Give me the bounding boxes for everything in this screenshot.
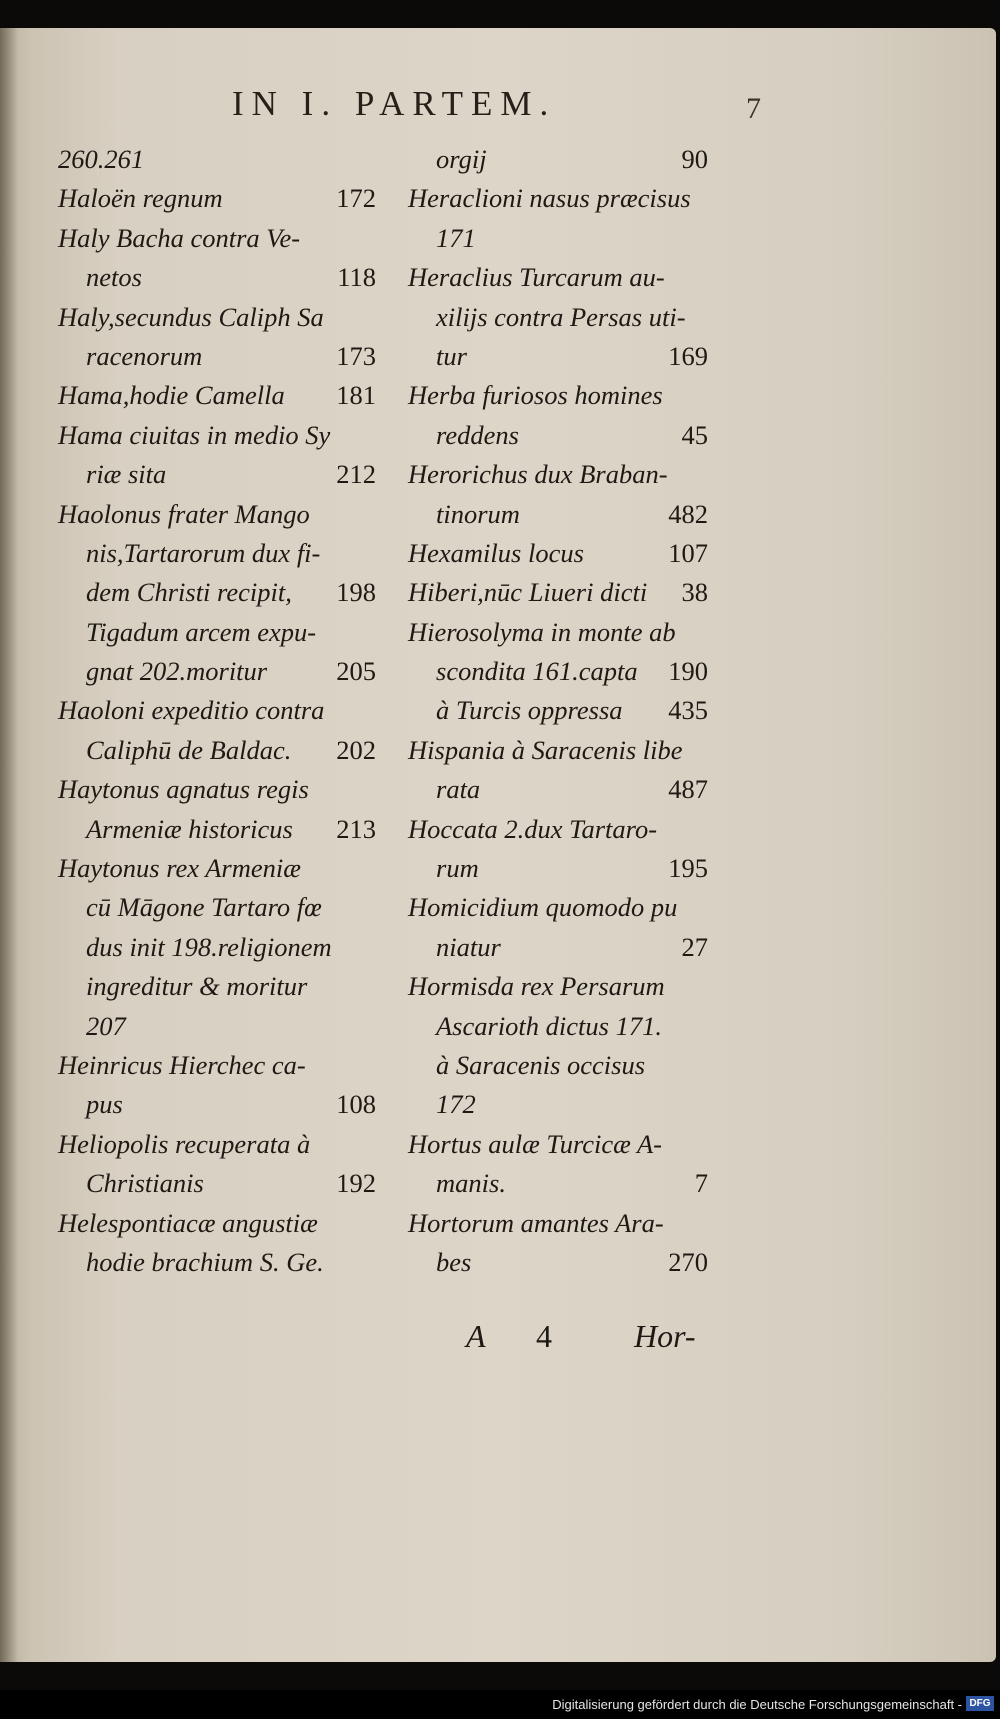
index-entry-text: ingreditur & moritur [86, 971, 308, 1002]
index-entry-line [408, 1007, 708, 1046]
index-entry-line [408, 1125, 708, 1164]
index-entry-text: Hexamilus locus [408, 537, 584, 568]
index-entry-text: niatur [436, 931, 501, 962]
index-entry-line [58, 140, 376, 179]
page-reference: 7 [694, 1168, 708, 1199]
page-reference: 270 [668, 1246, 708, 1277]
index-entry-text: Haytonus agnatus regis [58, 774, 309, 805]
index-entry-line [408, 219, 708, 258]
page-reference: 482 [668, 498, 708, 529]
index-column-left [58, 140, 376, 1282]
index-entry-line [408, 376, 708, 415]
index-entry-text: rum [436, 853, 479, 884]
index-entry-line [408, 573, 708, 612]
index-entry-line [58, 652, 376, 691]
page-reference: 45 [681, 419, 708, 450]
index-entry-text: Haytonus rex Armeniæ [58, 853, 301, 884]
page-reference: 108 [336, 1089, 376, 1120]
index-entry-line [58, 258, 376, 297]
index-entry-line [408, 455, 708, 494]
index-entry-text: dus init 198.religionem [86, 931, 332, 962]
index-entry-text: Heinricus Hierchec ca- [58, 1049, 306, 1080]
index-entry-text: racenorum [86, 340, 203, 371]
index-entry-text: Hama ciuitas in medio Sy [58, 419, 331, 450]
index-entry-line [408, 652, 708, 691]
index-entry-line [58, 1046, 376, 1085]
index-entry-text: 171 [436, 222, 476, 253]
index-entry-text: Haolonus frater Mango [58, 498, 310, 529]
index-entry-line [408, 967, 708, 1006]
index-entry-text: Caliphū de Baldac. [86, 734, 292, 765]
index-entry-line [58, 849, 376, 888]
index-entry-line [58, 1085, 376, 1124]
page-reference: 435 [668, 695, 708, 726]
page-reference: 487 [668, 774, 708, 805]
index-entry-text: Tigadum arcem expu- [86, 616, 317, 647]
index-entry-text: orgij [436, 144, 487, 174]
page-reference: 173 [336, 340, 376, 371]
index-entry-text: 207 [86, 1010, 126, 1041]
index-entry-text: Hama,hodie Camella [58, 380, 285, 411]
index-entry-text: Haly Bacha contra Ve- [58, 222, 301, 253]
index-entry-text: 260.261 [58, 144, 145, 174]
page-reference: 90 [681, 144, 708, 174]
index-entry-line [58, 573, 376, 612]
index-entry-text: xilijs contra Persas uti- [436, 301, 686, 332]
index-entry-line [58, 534, 376, 573]
index-entry-line [408, 534, 708, 573]
index-entry-line [58, 1007, 376, 1046]
index-entry-text: reddens [436, 419, 519, 450]
index-entry-line [408, 1046, 708, 1085]
page-reference: 190 [668, 656, 708, 687]
index-entry-text: nis,Tartarorum dux fi- [86, 537, 321, 568]
index-entry-line [408, 495, 708, 534]
index-entry-text: Herorichus dux Braban- [408, 459, 668, 490]
index-entry-text: manis. [436, 1168, 506, 1199]
index-entry-text: Armeniæ historicus [86, 813, 293, 844]
page-reference: 107 [668, 537, 708, 568]
index-entry-line [408, 613, 708, 652]
index-entry-text: netos [86, 262, 142, 293]
index-entry-line [408, 1164, 708, 1203]
index-entry-line [58, 928, 376, 967]
page-reference: 202 [336, 734, 376, 765]
signature-number: 4 [536, 1318, 552, 1354]
index-entry-text: Homicidium quomodo pu [408, 892, 678, 923]
index-entry-line [408, 731, 708, 770]
index-entry-text: Hierosolyma in monte ab [408, 616, 676, 647]
index-entry-text: tur [436, 340, 467, 371]
index-entry-line [408, 1243, 708, 1282]
index-entry-text: 172 [436, 1089, 476, 1120]
index-entry-line [408, 179, 708, 218]
index-entry-text: Hormisda rex Persarum [408, 971, 665, 1002]
index-entry-line [408, 691, 708, 730]
index-entry-text: Helespontiacæ angustiæ [58, 1207, 318, 1238]
index-entry-text: Hispania à Saracenis libe [408, 734, 683, 765]
page-reference: 172 [336, 183, 376, 214]
index-entry-text: scondita 161.capta [436, 656, 638, 687]
index-entry-line [58, 967, 376, 1006]
index-entry-line [408, 1085, 708, 1124]
index-entry-line [408, 810, 708, 849]
index-entry-text: Heliopolis recuperata à [58, 1128, 311, 1159]
index-entry-line [58, 1243, 376, 1282]
index-entry-text: Hortus aulæ Turcicæ A- [408, 1128, 662, 1159]
page-reference: 198 [336, 577, 376, 608]
index-entry-text: Heraclius Turcarum au- [408, 262, 665, 293]
page-reference: 205 [336, 656, 376, 687]
index-entry-line [58, 179, 376, 218]
index-entry-text: bes [436, 1246, 472, 1277]
index-entry-line [58, 691, 376, 730]
page-reference: 213 [336, 813, 376, 844]
index-entry-line [58, 219, 376, 258]
index-entry-text: Herba furiosos homines [408, 380, 663, 411]
index-entry-line [408, 337, 708, 376]
page-reference: 212 [336, 459, 376, 490]
index-entry-line [408, 770, 708, 809]
index-entry-text: rata [436, 774, 481, 805]
index-entry-line [58, 888, 376, 927]
index-entry-line [58, 495, 376, 534]
index-entry-line [58, 1164, 376, 1203]
index-entry-text: Ascarioth dictus 171. [436, 1010, 662, 1041]
index-entry-text: gnat 202.moritur [86, 656, 268, 687]
index-entry-line [58, 376, 376, 415]
digitization-credit: Digitalisierung gefördert durch die Deutsche Forschungsgemeinschaft - [552, 1697, 962, 1712]
index-entry-line [408, 298, 708, 337]
catchword: Hor- [634, 1318, 696, 1354]
page-reference: 38 [681, 577, 708, 608]
index-entry-line [58, 337, 376, 376]
index-entry-text: Hiberi,nūc Liueri dicti [408, 577, 648, 608]
page-reference: 181 [336, 380, 376, 411]
index-entry-text: Haloën regnum [58, 183, 223, 214]
index-entry-line [58, 810, 376, 849]
index-entry-text: Christianis [86, 1168, 204, 1199]
index-entry-text: riæ sita [86, 459, 167, 490]
index-entry-text: pus [86, 1089, 123, 1120]
page-reference: 169 [668, 340, 708, 371]
page-gutter-shadow [0, 28, 18, 1662]
index-entry-line [58, 416, 376, 455]
index-entry-line [408, 888, 708, 927]
index-entry-line [58, 613, 376, 652]
index-entry-text: Heraclioni nasus præcisus [408, 183, 691, 214]
index-entry-line [58, 731, 376, 770]
index-entry-text: hodie brachium S. Ge. [86, 1246, 324, 1277]
signature-mark: A [466, 1318, 486, 1354]
index-entry-text: Haoloni expeditio contra [58, 695, 325, 726]
page-reference: 192 [336, 1168, 376, 1199]
page-reference: 118 [337, 262, 376, 293]
running-head: IN I. PARTEM. [232, 84, 557, 123]
index-entry-line [408, 1204, 708, 1243]
dfg-logo: DFG [966, 1696, 994, 1711]
index-column-right [408, 140, 708, 1282]
page-corner-mark: 7 [746, 92, 761, 125]
index-entry-text: Hortorum amantes Ara- [408, 1207, 664, 1238]
index-entry-text: cū Māgone Tartaro fœ [86, 892, 322, 923]
index-entry-line [408, 416, 708, 455]
index-entry-text: dem Christi recipit, [86, 577, 292, 608]
index-entry-text: Haly,secundus Caliph Sa [58, 301, 324, 332]
index-entry-line [58, 1204, 376, 1243]
index-entry-line [408, 928, 708, 967]
index-entry-line [58, 770, 376, 809]
index-entry-line [58, 455, 376, 494]
index-entry-line [408, 258, 708, 297]
page-reference: 27 [681, 931, 708, 962]
index-entry-text: Hoccata 2.dux Tartaro- [408, 813, 658, 844]
index-entry-line [408, 140, 708, 179]
index-entry-line [58, 1125, 376, 1164]
index-entry-text: à Saracenis occisus [436, 1049, 646, 1080]
index-entry-line [408, 849, 708, 888]
index-entry-text: tinorum [436, 498, 520, 529]
index-entry-text: à Turcis oppressa [436, 695, 623, 726]
index-entry-line [58, 298, 376, 337]
page-reference: 195 [668, 853, 708, 884]
